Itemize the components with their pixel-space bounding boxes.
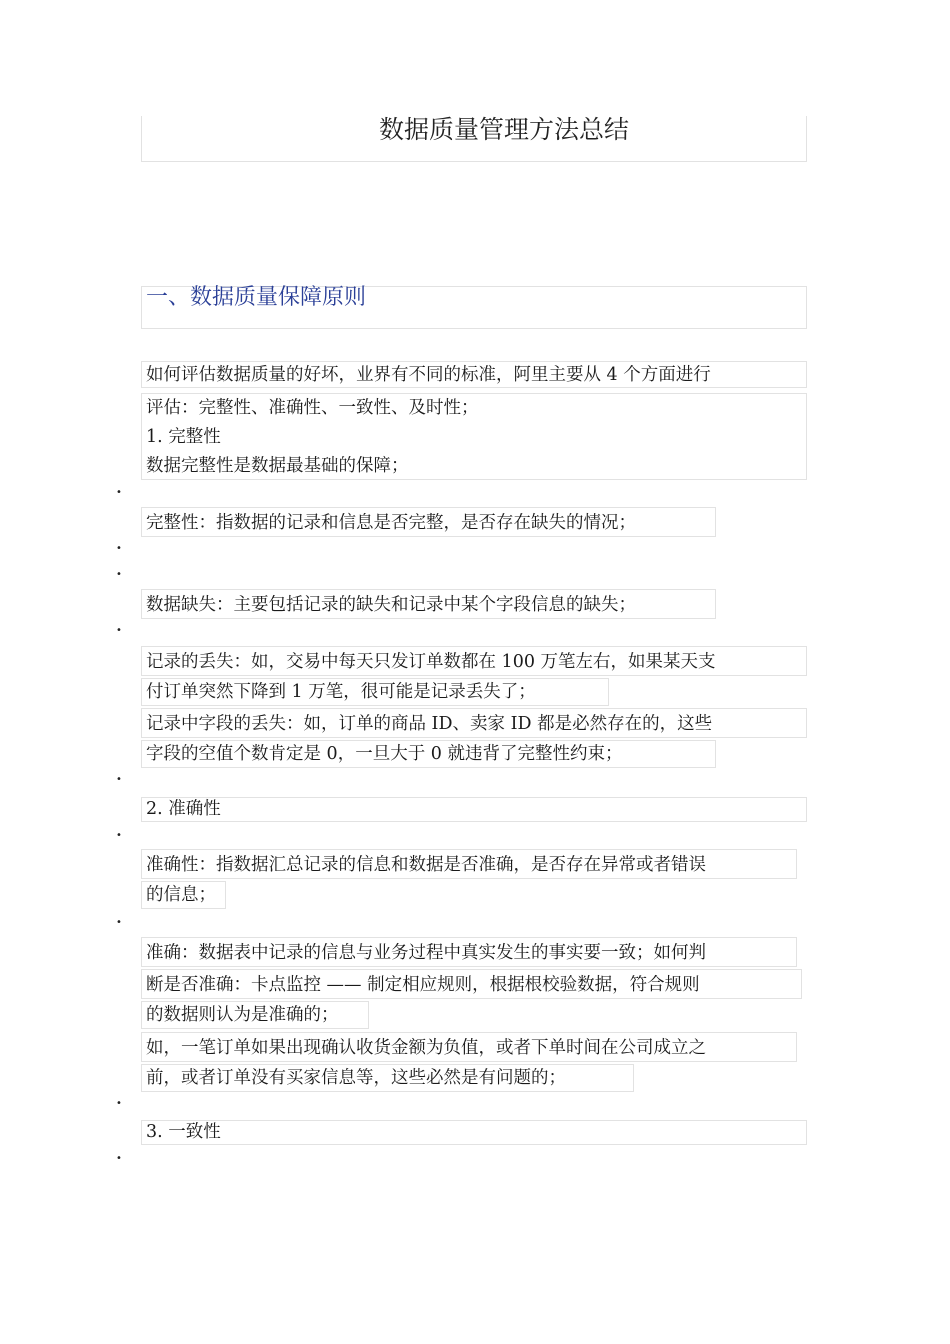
example-line-2: 前，或者订单没有买家信息等，这些必然是有问题的；	[141, 1064, 634, 1092]
bullet-marker	[116, 920, 122, 926]
intro-line-1: 如何评估数据质量的好坏，业界有不同的标准，阿里主要从 4 个方面进行	[141, 361, 807, 388]
bullet-marker	[116, 1156, 122, 1162]
bullet-marker	[116, 628, 122, 634]
accuracy-definition-line-1: 准确性：指数据汇总记录的信息和数据是否准确，是否存在异常或者错误	[141, 849, 797, 879]
section-heading: 一、数据质量保障原则	[141, 286, 807, 329]
item1-title: 1. 完整性	[146, 427, 221, 447]
completeness-definition: 完整性：指数据的记录和信息是否完整，是否存在缺失的情况；	[141, 507, 716, 537]
bullet-marker	[116, 777, 122, 783]
intro-block	[141, 393, 807, 480]
example-line-1: 如，一笔订单如果出现确认收货金额为负值，或者下单时间在公司成立之	[141, 1032, 797, 1062]
accuracy-definition-line-2: 的信息；	[141, 881, 226, 909]
record-loss-line-2: 付订单突然下降到 1 万笔，很可能是记录丢失了；	[141, 678, 609, 706]
item3-title: 3. 一致性	[141, 1120, 807, 1145]
bullet-marker	[116, 490, 122, 496]
record-loss-line-1: 记录的丢失：如，交易中每天只发订单数都在 100 万笔左右，如果某天支	[141, 646, 807, 676]
field-loss-line-1: 记录中字段的丢失：如，订单的商品 ID、卖家 ID 都是必然存在的，这些	[141, 708, 807, 738]
bullet-marker	[116, 833, 122, 839]
item2-title: 2. 准确性	[141, 797, 807, 822]
bullet-marker	[116, 572, 122, 578]
missing-definition: 数据缺失：主要包括记录的缺失和记录中某个字段信息的缺失；	[141, 589, 716, 619]
accurate-line-3: 的数据则认为是准确的；	[141, 1001, 369, 1029]
item1-desc: 数据完整性是数据最基础的保障；	[146, 456, 409, 476]
intro-line-2: 评估：完整性、准确性、一致性、及时性；	[146, 398, 479, 418]
document-title: 数据质量管理方法总结	[141, 116, 807, 162]
accurate-line-2: 断是否准确：卡点监控 —— 制定相应规则，根据根校验数据，符合规则	[141, 969, 802, 999]
bullet-marker	[116, 1101, 122, 1107]
accurate-line-1: 准确：数据表中记录的信息与业务过程中真实发生的事实要一致；如何判	[141, 937, 797, 967]
bullet-marker	[116, 546, 122, 552]
field-loss-line-2: 字段的空值个数肯定是 0，一旦大于 0 就违背了完整性约束；	[141, 740, 716, 768]
